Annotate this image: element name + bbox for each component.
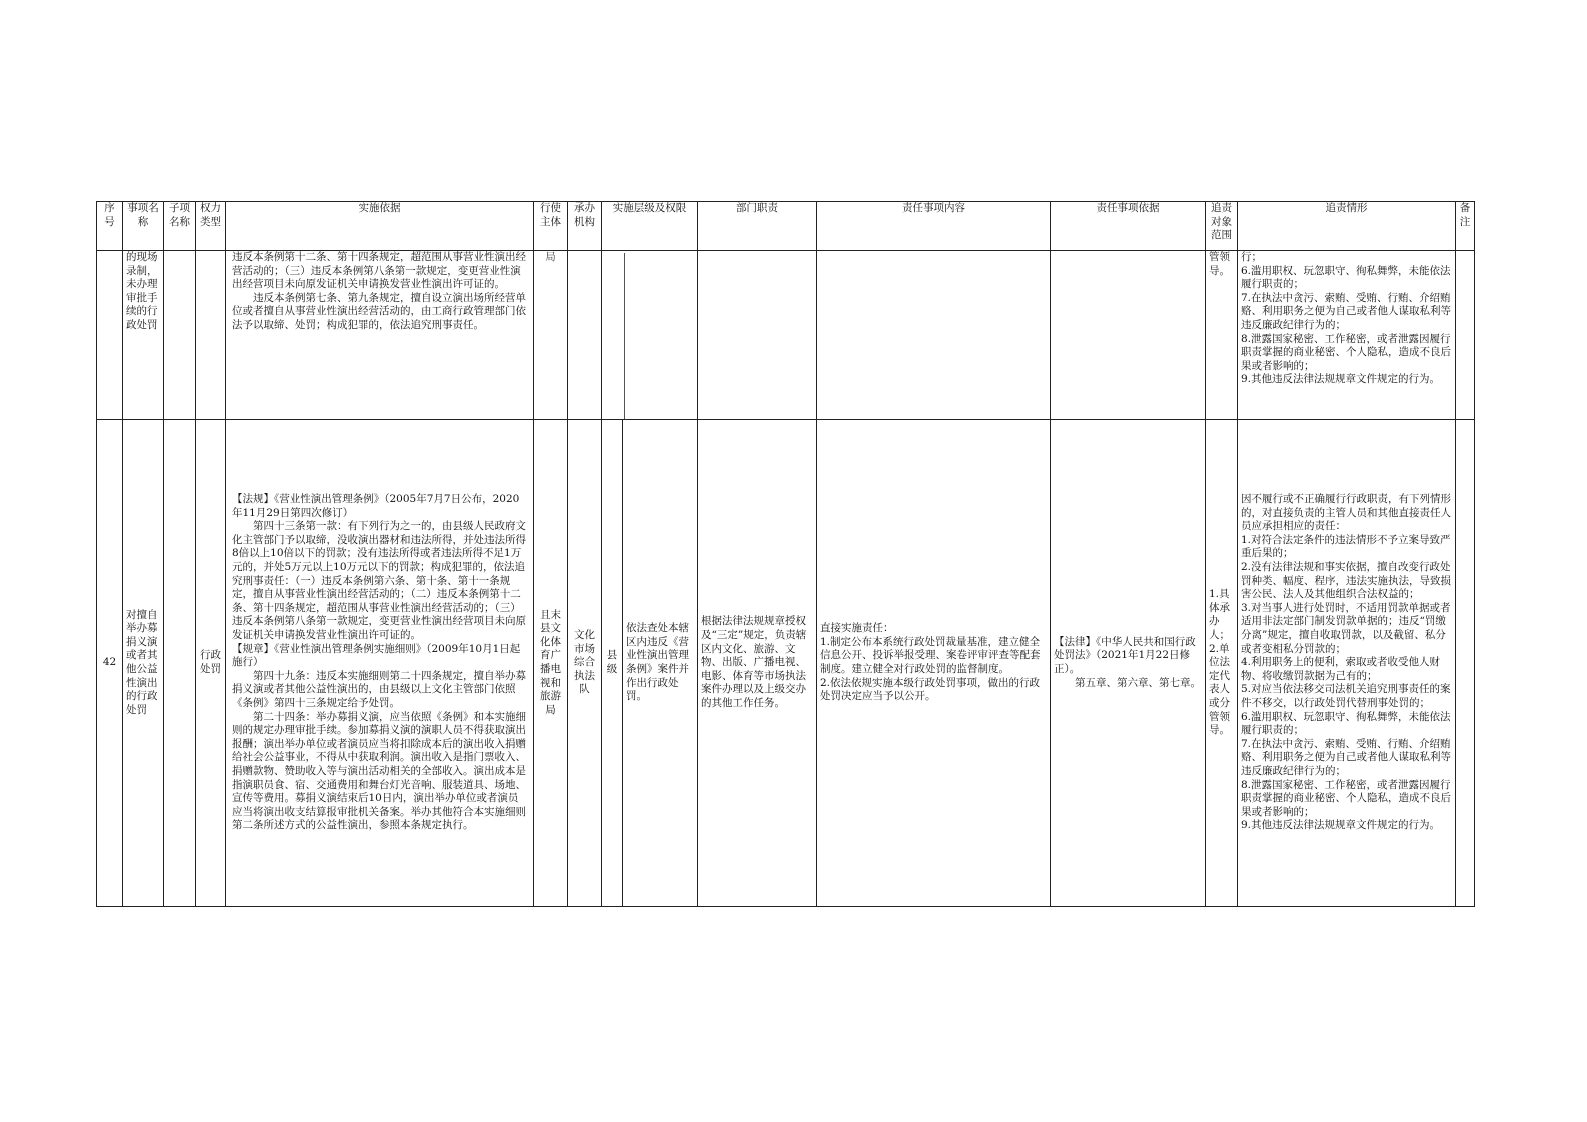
cell-remark [1456, 420, 1475, 907]
cell-scope: 管领导。 [1206, 251, 1238, 420]
cell-resp-basis [1051, 251, 1206, 420]
header-scope: 追责对象范围 [1206, 202, 1238, 251]
header-situation: 追责情形 [1238, 202, 1456, 251]
cell-situation: 行； 6.滥用职权、玩忽职守、徇私舞弊，未能依法履行职责的； 7.在执法中贪污、索贿、受贿、行贿、介绍贿赂、利用职务之便为自己或者他人谋取私利等违反廉政纪律行为的； 8.泄露国家秘密、工作秘密，或者泄露因履行职责掌握的商业秘密、个人隐私，造成不良后果或者影响的； 9.其他违反法律法规规章文件规定的行为。 [1238, 251, 1456, 420]
header-basis: 实施依据 [226, 202, 534, 251]
table-header-row [97, 202, 1475, 251]
table-row [97, 251, 1475, 420]
header-subject: 行使主体 [534, 202, 568, 251]
cell-seq: 42 [97, 420, 123, 907]
level-grade: 县级 [602, 420, 623, 906]
header-seq: 序号 [97, 202, 123, 251]
header-item-name: 事项名称 [123, 202, 164, 251]
cell-basis: 【法规】《营业性演出管理条例》（2005年7月7日公布，2020年11月29日第四次修订） 第四十三条第一款：有下列行为之一的，由县级人民政府文化主管部门予以取缔，没收演出器材和违法所得，并处违法所得8倍以上10倍以下的罚款；没有违法所得或者违法所得不足1万元的，并处5万元以上10万元以下的罚款；构成犯罪的，依法追究刑事责任：（一）违反本条例第六条、第十条、第十一条规定，擅自从事营业性演出经营活动的；（二）违反本条例第十二条、第十四条规定，超范围从事营业性演出经营活动的；（三）违反本条例第八条第一款规定，变更营业性演出经营项目未向原发证机关申请换发营业性演出许可证的。 【规章】《营业性演出管理条例实施细则》（2009年10月1日起施行） 第四十九条：违反本实施细则第二十四条规定，擅自举办募捐义演或者其他公益性演出的，由县级以上文化主管部门依照《条例》第四十三条规定给予处罚。 第二十四条：举办募捐义演，应当依照《条例》和本实施细则的规定办理审批手续。参加募捐义演的演职人员不得获取演出报酬；演出举办单位或者演员应当将扣除成本后的演出收入捐赠给社会公益事业，不得从中获取利润。演出收入是指门票收入、捐赠款物、赞助收入等与演出活动相关的全部收入。演出成本是指演职员食、宿、交通费用和舞台灯光音响、服装道具、场地、宣传等费用。募捐义演结束后10日内，演出举办单位或者演员应当将演出收支结算报审批机关备案。举办其他符合本实施细则第二条所述方式的公益性演出，参照本条规定执行。 [226, 420, 534, 907]
header-duty: 部门职责 [698, 202, 817, 251]
cell-resp-content [817, 251, 1051, 420]
cell-sub-item-name [164, 420, 196, 907]
header-resp-basis: 责任事项依据 [1051, 202, 1206, 251]
power-list-table [96, 201, 1475, 907]
table-row [97, 420, 1475, 907]
cell-item-name: 对擅自举办募捐义演或者其他公益性演出的行政处罚 [123, 420, 164, 907]
cell-seq [97, 251, 123, 420]
cell-resp-content: 直接实施责任： 1.制定公布本系统行政处罚裁量基准，建立健全信息公开、投诉举报受理、案卷评审评查等配套制度。建立健全对行政处罚的监督制度。 2.依法依规实施本级行政处罚事项，做出的行政处罚决定应当予以公开。 [817, 420, 1051, 907]
cell-level [602, 420, 698, 907]
cell-situation: 因不履行或不正确履行行政职责，有下列情形的，对直接负责的主管人员和其他直接责任人员应承担相应的责任： 1.对符合法定条件的违法情形不予立案导致严重后果的； 2.没有法律法规和事实依据，擅自改变行政处罚种类、幅度、程序，违法实施执法，导致损害公民、法人及其他组织合法权益的； 3.对当事人进行处罚时，不适用罚款单据或者适用非法定部门制发罚款单据的；违反“罚缴分离”规定，擅自收取罚款，以及截留、私分或者变相私分罚款的； 4.利用职务上的便利，索取或者收受他人财物、将收缴罚款据为己有的； 5.对应当依法移交司法机关追究刑事责任的案件不移交，以行政处罚代替刑事处罚的； 6.滥用职权、玩忽职守、徇私舞弊，未能依法履行职责的； 7.在执法中贪污、索贿、受贿、行贿、介绍贿赂、利用职务之便为自己或者他人谋取私利等违反廉政纪律行为的； 8.泄露国家秘密、工作秘密，或者泄露因履行职责掌握的商业秘密、个人隐私，造成不良后果或者影响的； 9.其他违反法律法规规章文件规定的行为。 [1238, 420, 1456, 907]
cell-resp-basis: 【法律】《中华人民共和国行政处罚法》（2021年1月22日修正）。 第五章、第六章、第七章。 [1051, 420, 1206, 907]
level-subtable [602, 420, 697, 906]
cell-remark [1456, 251, 1475, 420]
cell-basis: 违反本条例第十二条、第十四条规定，超范围从事营业性演出经营活动的；（三）违反本条例第八条第一款规定，变更营业性演出经营项目未向原发证机关申请换发营业性演出许可证的。 违反本条例第七条、第九条规定，擅自设立演出场所经营单位或者擅自从事营业性演出经营活动的，由工商行政管理部门依法予以取缔、处罚；构成犯罪的，依法追究刑事责任。 [226, 251, 534, 420]
header-resp-content: 责任事项内容 [817, 202, 1051, 251]
header-level: 实施层级及权限 [602, 202, 698, 251]
cell-organ [568, 251, 602, 420]
cell-subject: 且末县文化体育广播电视和旅游局 [534, 420, 568, 907]
cell-sub-item-name [164, 251, 196, 420]
cell-power-type [196, 251, 226, 420]
header-power-type: 权力类型 [196, 202, 226, 251]
cell-scope: 1.具体承办人； 2.单位法定代表人或分管领导。 [1206, 420, 1238, 907]
cell-duty: 根据法律法规规章授权及“三定”规定，负责辖区内文化、旅游、文物、出版、广播电视、电影、体育等市场执法案件办理以及上级交办的其他工作任务。 [698, 420, 817, 907]
cell-power-type: 行政处罚 [196, 420, 226, 907]
cell-organ: 文化市场综合执法队 [568, 420, 602, 907]
header-organ: 承办机构 [568, 202, 602, 251]
cell-subject: 局 [534, 251, 568, 420]
cell-duty [698, 251, 817, 420]
cell-level [602, 251, 698, 420]
cell-item-name: 的现场录制，未办理审批手续的行政处罚 [123, 251, 164, 420]
header-remark: 备注 [1456, 202, 1475, 251]
header-sub-item-name: 子项名称 [164, 202, 196, 251]
level-authority: 依法查处本辖区内违反《营业性演出管理条例》案件并作出行政处罚。 [626, 622, 689, 703]
